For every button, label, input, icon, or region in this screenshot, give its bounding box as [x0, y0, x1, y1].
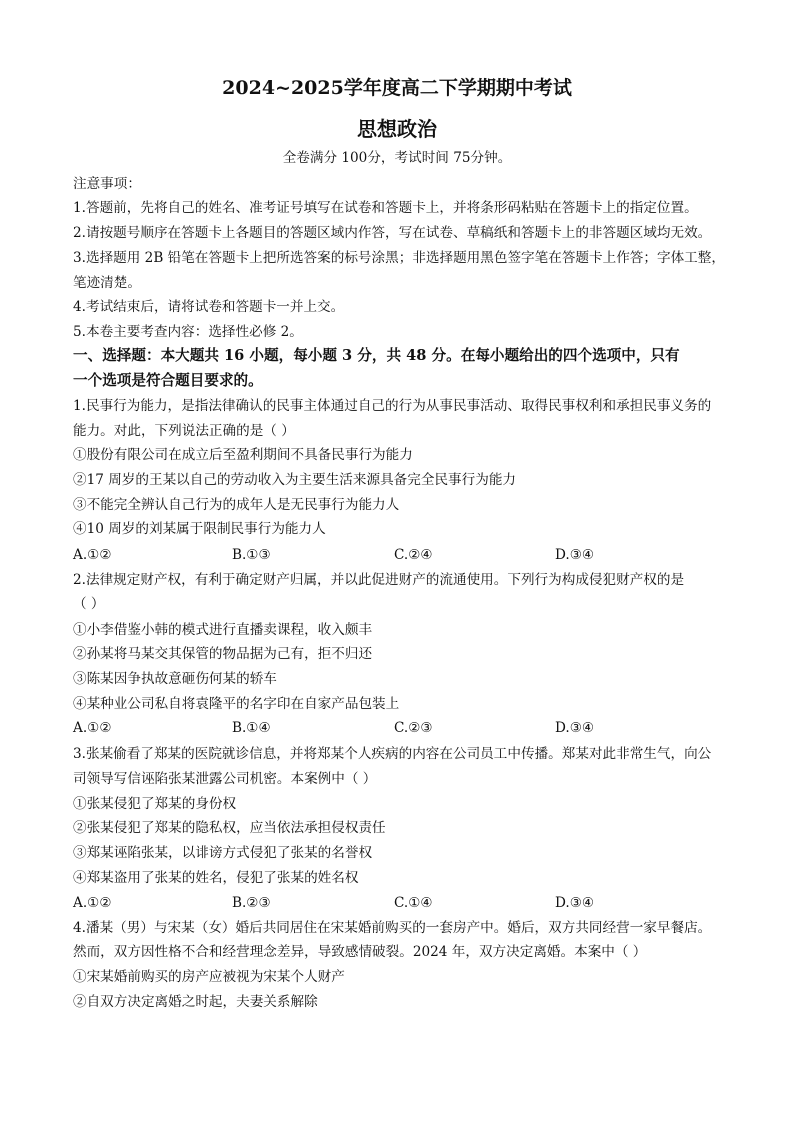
- section-heading-cont: 一个选项是符合题目要求的。: [73, 372, 263, 389]
- note-item: 笔迹清楚。: [73, 275, 141, 291]
- question-1-statement: ③不能完全辨认自己行为的成年人是无民事行为能力人: [73, 497, 400, 513]
- question-2-statement: ②孙某将马某交其保管的物品据为己有，拒不归还: [73, 646, 373, 662]
- question-3-option-a: A.①②: [73, 895, 112, 911]
- notes-heading: 注意事项：: [73, 176, 141, 192]
- note-item: 3.选择题用 2B 铅笔在答题卡上把所选答案的标号涂黑；非选择题用黑色签字笔在答题卡上作答；字体工整，: [73, 250, 725, 266]
- question-2-option-a: A.①②: [73, 720, 112, 736]
- question-2-option-d: D.③④: [555, 720, 595, 736]
- question-3-stem-cont: 司领导写信诬陷张某泄露公司机密。本案例中（ ）: [73, 771, 377, 787]
- question-2-stem-cont: （ ）: [73, 596, 105, 612]
- question-4-statement: ②自双方决定离婚之时起，夫妻关系解除: [73, 994, 318, 1010]
- exam-title: 2024~2025学年度高二下学期期中考试: [222, 77, 572, 99]
- question-4-stem-cont: 然而，双方因性格不合和经营理念差异，导致感情破裂。2024 年，双方决定离婚。本案中（ ）: [73, 944, 647, 960]
- question-3-option-b: B.②③: [232, 895, 271, 911]
- question-3-statement: ③郑某诬陷张某，以诽谤方式侵犯了张某的名誉权: [73, 845, 373, 861]
- question-1-option-c: C.②④: [394, 547, 433, 563]
- question-3-stem: 3.张某偷看了郑某的医院就诊信息，并将郑某个人疾病的内容在公司员工中传播。郑某对此非常生气，向公: [73, 746, 712, 762]
- question-1-stem-cont: 能力。对此，下列说法正确的是（ ）: [73, 423, 295, 439]
- question-3-statement: ②张某侵犯了郑某的隐私权，应当依法承担侵权责任: [73, 820, 386, 836]
- question-1-statement: ①股份有限公司在成立后至盈利期间不具备民事行为能力: [73, 447, 413, 463]
- question-1-option-a: A.①②: [73, 547, 112, 563]
- question-1-stem: 1.民事行为能力，是指法律确认的民事主体通过自己的行为从事民事活动、取得民事权利和承担民事义务的: [73, 398, 712, 414]
- question-2-stem: 2.法律规定财产权，有利于确定财产归属，并以此促进财产的流通使用。下列行为构成侵犯财产权的是: [73, 572, 685, 588]
- question-2-statement: ①小李借鉴小韩的模式进行直播卖课程，收入颇丰: [73, 622, 373, 638]
- question-2-option-b: B.①④: [232, 720, 271, 736]
- question-1-option-d: D.③④: [555, 547, 595, 563]
- question-3-statement: ①张某侵犯了郑某的身份权: [73, 796, 237, 812]
- question-1-option-b: B.①③: [232, 547, 271, 563]
- question-4-stem: 4.潘某（男）与宋某（女）婚后共同居住在宋某婚前购买的一套房产中。婚后，双方共同经营一家早餐店。: [73, 920, 712, 936]
- note-item: 2.请按题号顺序在答题卡上各题目的答题区域内作答，写在试卷、草稿纸和答题卡上的非答题区域均无效。: [73, 225, 712, 241]
- subject-title: 思想政治: [357, 117, 437, 141]
- question-1-statement: ④10 周岁的刘某属于限制民事行为能力人: [73, 521, 326, 537]
- question-2-statement: ③陈某因争执故意砸伤何某的轿车: [73, 671, 277, 687]
- question-2-option-c: C.②③: [394, 720, 433, 736]
- question-3-option-c: C.①④: [394, 895, 433, 911]
- note-item: 1.答题前，先将自己的姓名、准考证号填写在试卷和答题卡上，并将条形码粘贴在答题卡上的指定位置。: [73, 200, 698, 216]
- question-3-option-d: D.③④: [555, 895, 595, 911]
- question-2-statement: ④某种业公司私自将袁隆平的名字印在自家产品包装上: [73, 696, 400, 712]
- note-item: 4.考试结束后，请将试卷和答题卡一并上交。: [73, 299, 345, 315]
- note-item: 5.本卷主要考查内容：选择性必修 2。: [73, 324, 303, 340]
- question-1-statement: ②17 周岁的王某以自己的劳动收入为主要生活来源具备完全民事行为能力: [73, 472, 517, 488]
- question-3-statement: ④郑某盗用了张某的姓名，侵犯了张某的姓名权: [73, 870, 359, 886]
- exam-info: 全卷满分 100分，考试时间 75分钟。: [282, 150, 512, 166]
- section-heading: 一、选择题：本大题共 16 小题，每小题 3 分，共 48 分。在每小题给出的四个选项中，只有: [73, 347, 680, 364]
- question-4-statement: ①宋某婚前购买的房产应被视为宋某个人财产: [73, 969, 345, 985]
